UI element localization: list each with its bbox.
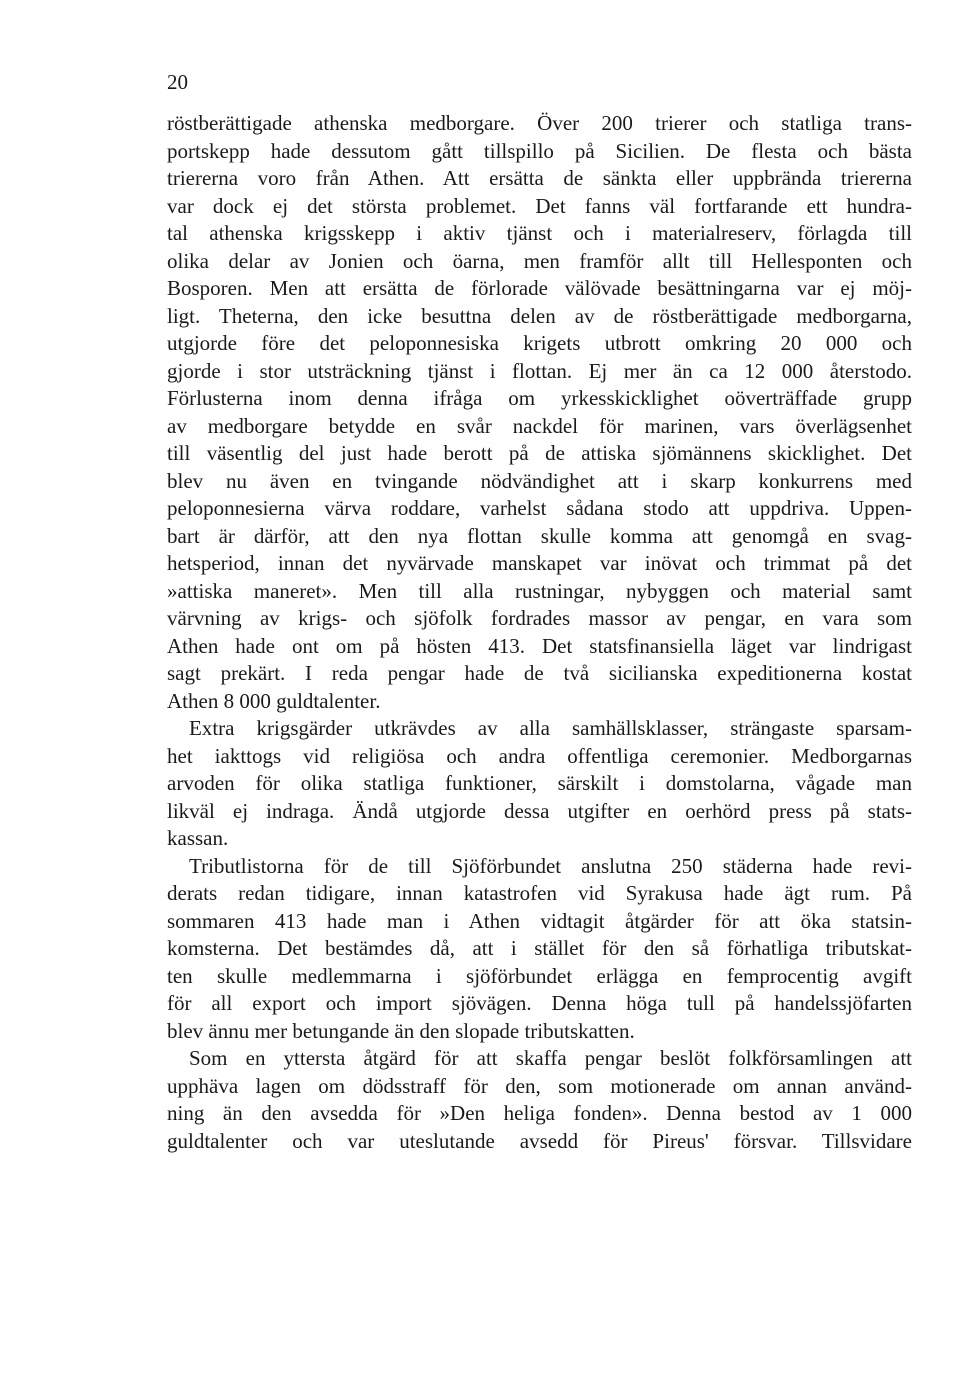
text-line: Athen hade ont om på hösten 413. Det statsfinansiella läget var lindrigast [167, 633, 912, 658]
text-line: utgjorde före det peloponnesiska krigets utbrott omkring 20 000 och [167, 331, 912, 355]
text-line: till väsentlig del just hade berott på de attiska sjömännens skicklighet. Det [167, 441, 912, 465]
text-line: sagt prekärt. I reda pengar hade de två sicilianska expeditionerna kostat [167, 661, 912, 685]
text-line: Bosporen. Men att ersätta de förlorade välövade besättningarna var ej möj- [167, 276, 912, 300]
text-line: guldtalenter och var uteslutande avsedd för Pireus' försvar. Tillsvidare [167, 1128, 912, 1153]
text-line: portskepp hade dessutom gått tillspillo på Sicilien. De flesta och bästa [167, 138, 912, 163]
text-line: sommaren 413 hade man i Athen vidtagit åtgärder för att öka statsin- [167, 908, 912, 933]
text-line: Tributlistorna för de till Sjöförbundet anslutna 250 städerna hade revi- [189, 853, 912, 878]
text-line: upphäva lagen om dödsstraff för den, som motionerade om annan använd- [167, 1073, 912, 1098]
text-line: hetsperiod, innan det nyvärvade manskapet var inövat och trimmat på det [167, 551, 912, 575]
text-line: het iakttogs vid religiösa och andra offentliga ceremonier. Medborgarnas [167, 743, 912, 768]
text-line: blev ännu mer betungande än den slopade tributskatten. [167, 1018, 635, 1043]
text-line: kassan. [167, 826, 229, 850]
text-line: »attiska maneret». Men till alla rustningar, nybyggen och material samt [167, 578, 912, 603]
text-line: likväl ej indraga. Ändå utgjorde dessa utgifter en oerhörd press på stats- [167, 798, 912, 823]
text-line: komsterna. Det bestämdes då, att i stället för den så förhatliga tributskat- [167, 936, 912, 960]
text-line: arvoden för olika statliga funktioner, särskilt i domstolarna, vågade man [167, 771, 912, 795]
text-line: av medborgare betydde en svår nackdel för marinen, vars överlägsenhet [167, 413, 912, 438]
text-line: olika delar av Jonien och öarna, men framför allt till Hellesponten och [167, 248, 912, 273]
text-line: triererna voro från Athen. Att ersätta de sänkta eller uppbrända triererna [167, 166, 912, 190]
text-line: derats redan tidigare, innan katastrofen vid Syrakusa hade ägt rum. På [167, 881, 912, 905]
page-number: 20 [167, 70, 188, 94]
text-line: ning än den avsedda för »Den heliga fonden». Denna bestod av 1 000 [167, 1101, 912, 1125]
text-line: värvning av krigs- och sjöfolk fordrades massor av pengar, en vara som [167, 606, 912, 630]
text-line: tal athenska krigsskepp i aktiv tjänst och i materialreserv, förlagda till [167, 221, 912, 245]
text-line: var dock ej det största problemet. Det fanns väl fortfarande ett hundra- [167, 193, 912, 218]
text-line: Som en yttersta åtgärd för att skaffa pengar beslöt folkförsamlingen att [189, 1046, 912, 1070]
text-line: Förlusterna inom denna ifråga om yrkesskicklighet oöverträffade grupp [167, 386, 912, 410]
text-line: bart är därför, att den nya flottan skulle komma att genomgå en svag- [167, 523, 912, 548]
text-line: gjorde i stor utsträckning tjänst i flottan. Ej mer än ca 12 000 återstodo. [167, 358, 912, 383]
text-line: röstberättigade athenska medborgare. Över 200 trierer och statliga trans- [167, 111, 912, 135]
text-line: ten skulle medlemmarna i sjöförbundet erlägga en femprocentig avgift [167, 963, 912, 988]
text-line: för all export och import sjövägen. Denna höga tull på handelssjöfarten [167, 991, 912, 1015]
text-line: blev nu även en tvingande nödvändighet att i skarp konkurrens med [167, 468, 912, 493]
text-line: Athen 8 000 guldtalenter. [167, 688, 381, 713]
text-line: ligt. Theterna, den icke besuttna delen av de röstberättigade medborgarna, [167, 303, 912, 328]
text-line: peloponnesierna värva roddare, varhelst sådana stodo att uppdriva. Uppen- [167, 496, 912, 520]
body-text [167, 110, 912, 1155]
text-line: Extra krigsgärder utkrävdes av alla samhällsklasser, strängaste sparsam- [189, 716, 912, 740]
